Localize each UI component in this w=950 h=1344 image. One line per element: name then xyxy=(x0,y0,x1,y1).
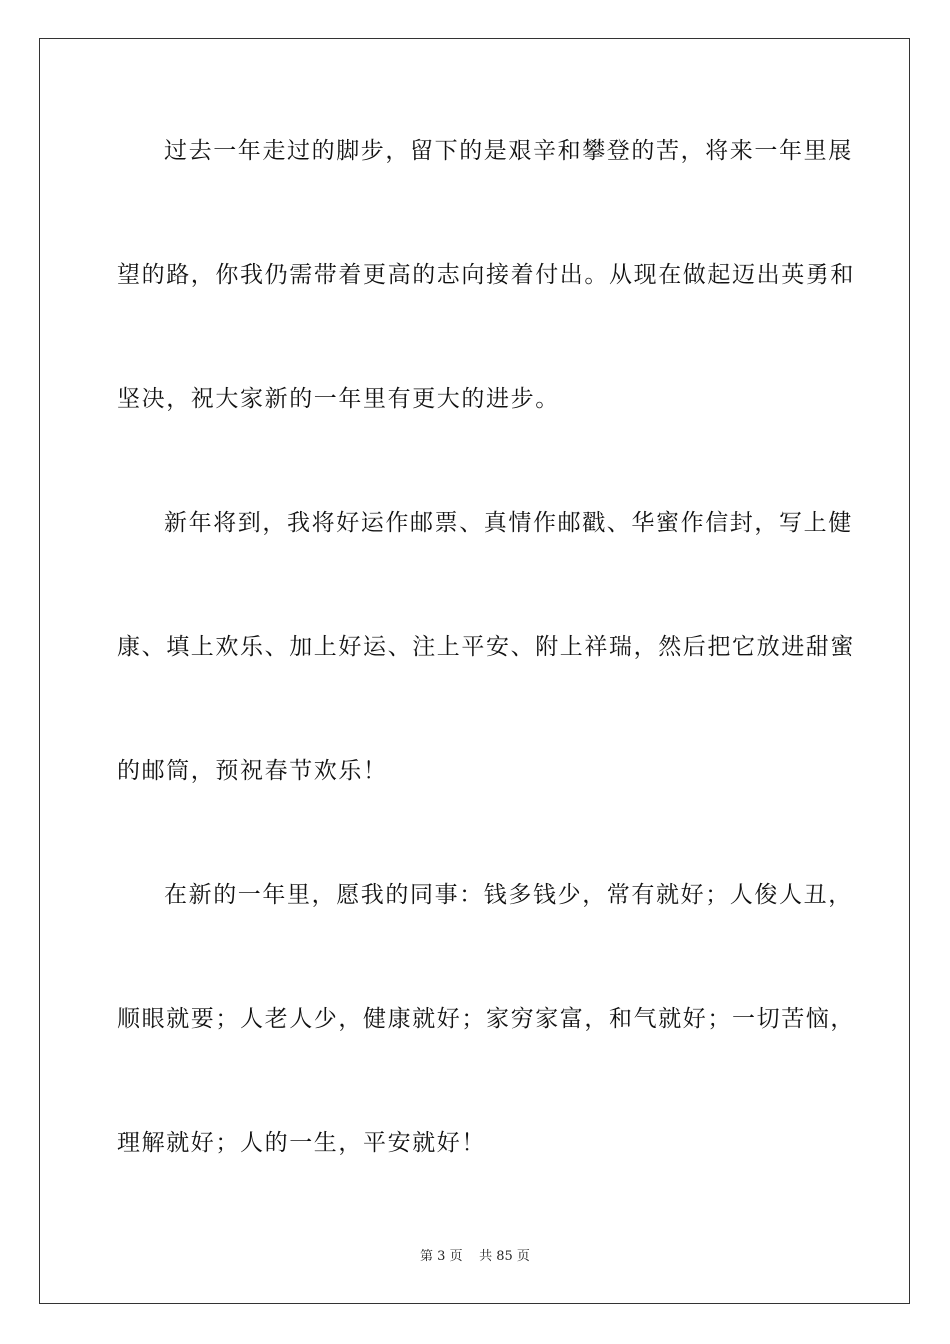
paragraph-2-line-3: 的邮筒，预祝春节欢乐！ xyxy=(117,758,388,784)
paragraph-2-line-1: 新年将到，我将好运作邮票、真情作邮戳、华蜜作信封，写上健 xyxy=(164,510,853,536)
page-footer xyxy=(0,1245,950,1264)
paragraph-1-line-1: 过去一年走过的脚步，留下的是艰辛和攀登的苦，将来一年里展 xyxy=(164,138,853,164)
paragraph-3-line-1: 在新的一年里，愿我的同事：钱多钱少，常有就好；人俊人丑， xyxy=(164,882,853,908)
paragraph-3-line-2: 顺眼就要；人老人少，健康就好；家穷家富，和气就好；一切苦恼， xyxy=(117,1006,855,1032)
page-border xyxy=(39,38,910,1304)
paragraph-1-line-3: 坚决，祝大家新的一年里有更大的进步。 xyxy=(117,386,560,412)
paragraph-1-line-2: 望的路，你我仍需带着更高的志向接着付出。从现在做起迈出英勇和 xyxy=(117,262,855,288)
paragraph-2-line-2: 康、填上欢乐、加上好运、注上平安、附上祥瑞，然后把它放进甜蜜 xyxy=(117,634,855,660)
total-pages: 共 85 页 xyxy=(479,1249,530,1264)
paragraph-3-line-3: 理解就好；人的一生，平安就好！ xyxy=(117,1130,486,1156)
page-number: 第 3 页 xyxy=(420,1249,463,1264)
